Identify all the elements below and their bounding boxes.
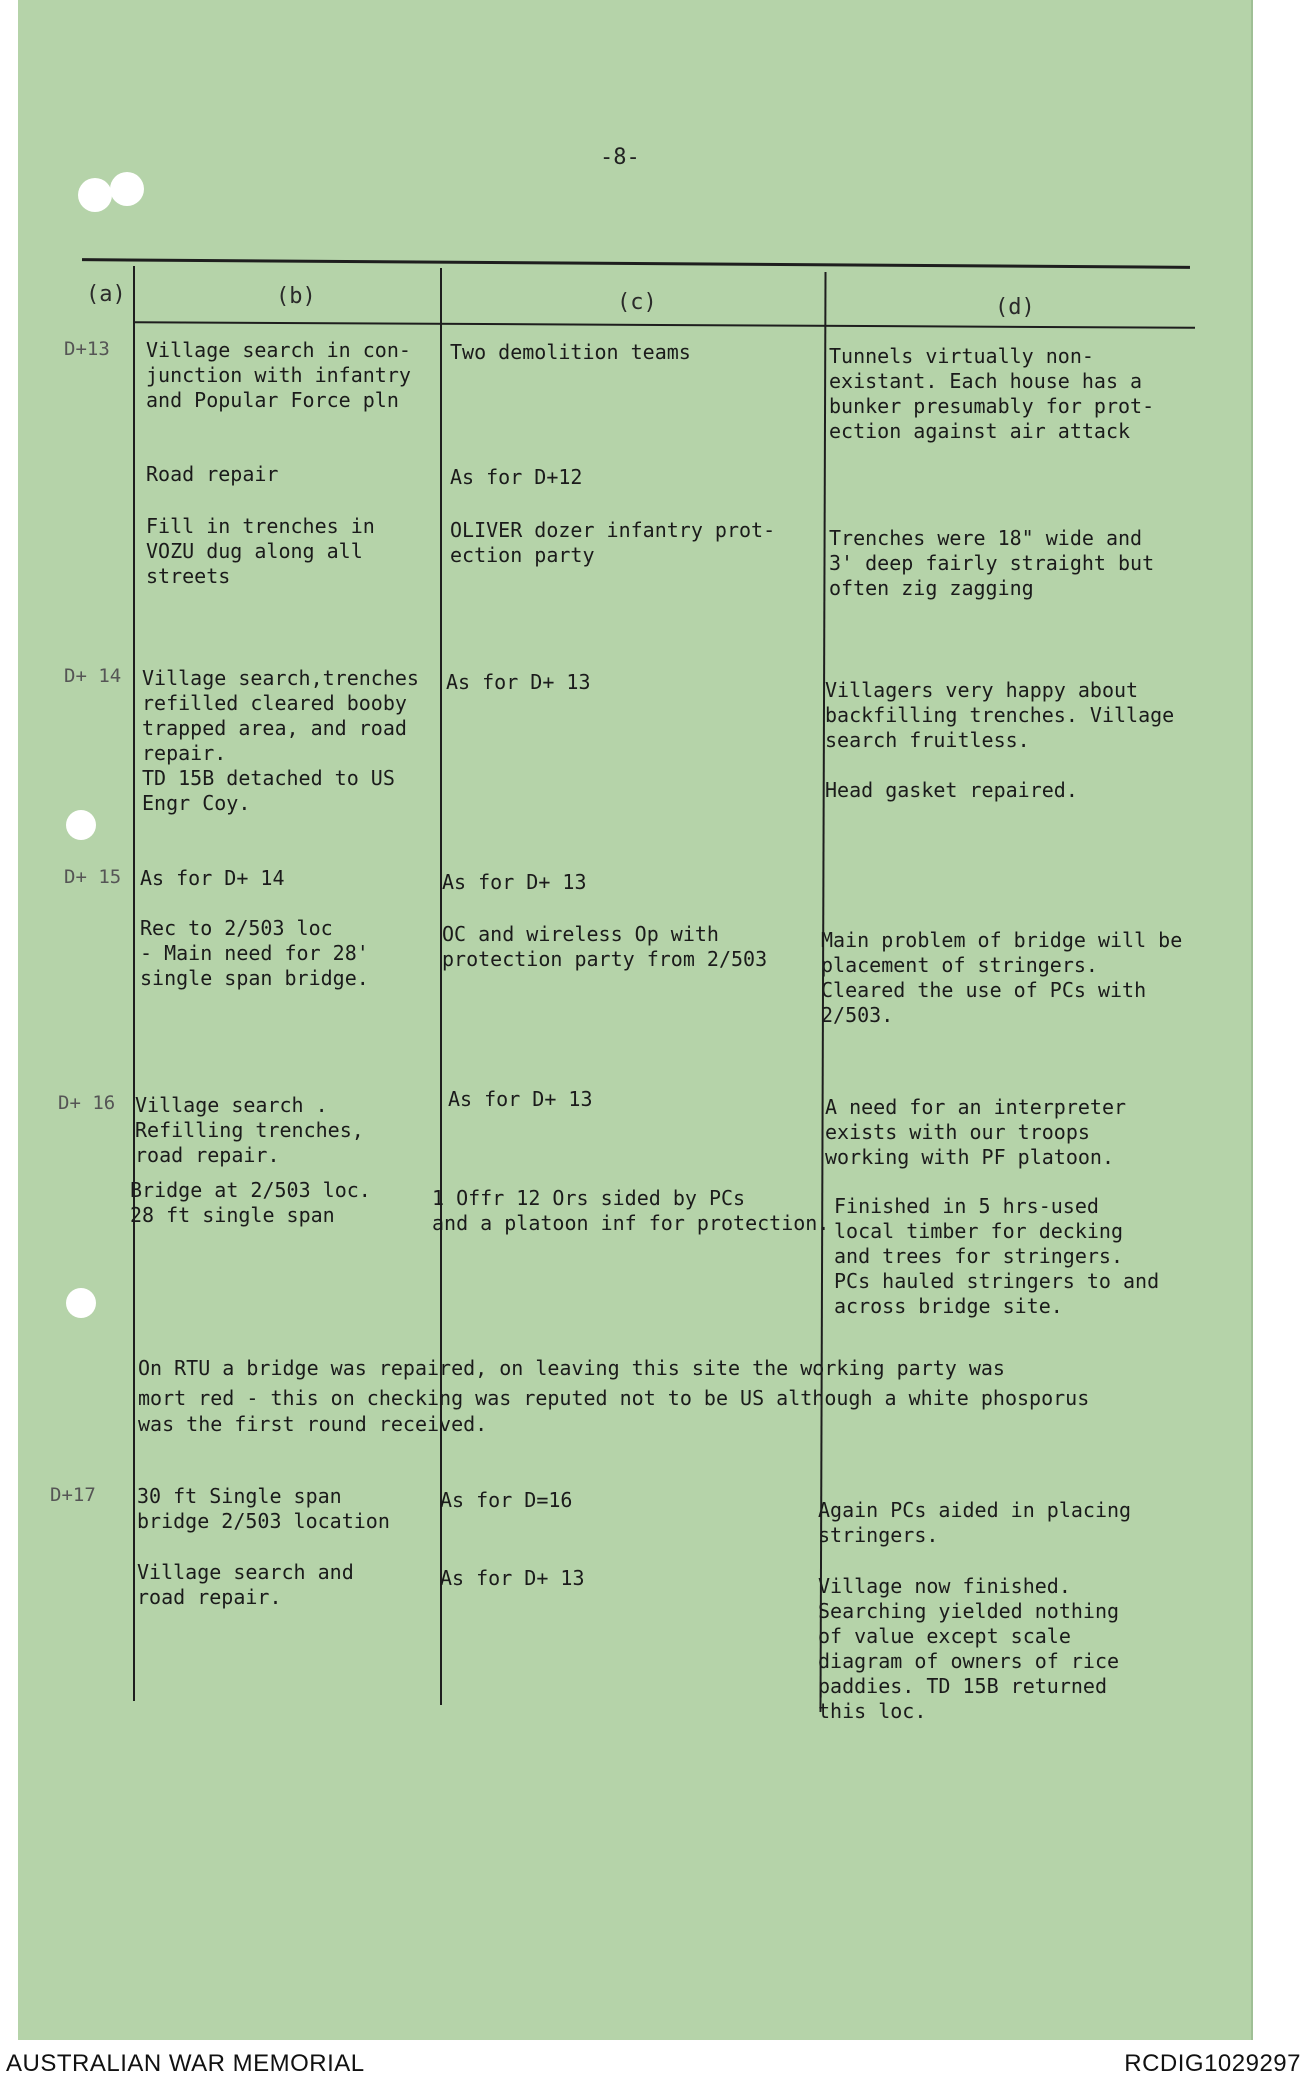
note-line: mort red - this on checking was reputed not to be US although a white phosporus xyxy=(138,1386,1090,1410)
cell-remarks: Villagers very happy about backfilling trenches. Village search fruitless. Head gasket repaired. xyxy=(825,678,1175,802)
cell-resources: As for D+ 13 xyxy=(440,1566,585,1590)
row-label: D+ 14 xyxy=(64,665,122,687)
punch-hole xyxy=(66,1288,96,1318)
cell-task: As for D+ 14 xyxy=(140,866,285,890)
cell-resources: As for D+12 xyxy=(450,465,583,489)
cell-remarks: Finished in 5 hrs-used local timber for decking and trees for stringers. PCs hauled stringers to and across bridge site. xyxy=(834,1194,1160,1318)
cell-remarks: Main problem of bridge will be placement of stringers. Cleared the use of PCs with 2/503. xyxy=(821,928,1183,1027)
cell-resources: As for D+ 13 xyxy=(446,670,591,694)
cell-resources: As for D+ 13 xyxy=(448,1087,593,1111)
cell-task: Fill in trenches in VOZU dug along all streets xyxy=(146,514,375,588)
cell-resources: OC and wireless Op with protection party from 2/503 xyxy=(442,922,768,971)
column-header-b: (b) xyxy=(276,284,316,309)
cell-task: Village search and road repair. xyxy=(137,1560,354,1609)
cell-task: 30 ft Single span bridge 2/503 location xyxy=(137,1484,390,1533)
page-number: -8- xyxy=(600,145,640,170)
footer-source: AUSTRALIAN WAR MEMORIAL xyxy=(6,2050,365,2077)
cell-resources: 1 Offr 12 Ors sided by PCs and a platoon inf for protection. xyxy=(432,1186,830,1235)
cell-task: Village search in con- junction with infantry and Popular Force pln xyxy=(146,338,411,412)
column-divider xyxy=(133,266,135,1701)
punch-hole xyxy=(110,172,144,206)
cell-task: Road repair xyxy=(146,462,279,486)
cell-remarks: Trenches were 18" wide and 3' deep fairly straight but often zig zagging xyxy=(829,526,1155,600)
cell-task: Bridge at 2/503 loc. 28 ft single span xyxy=(130,1178,371,1227)
cell-resources: Two demolition teams xyxy=(450,340,691,364)
column-header-d: (d) xyxy=(995,295,1035,320)
note-line: On RTU a bridge was repaired, on leaving this site the working party was xyxy=(138,1356,1005,1380)
cell-task: Village search,trenches refilled cleared booby trapped area, and road repair. TD 15B detached to US Engr Coy. xyxy=(142,666,419,815)
column-header-c: (c) xyxy=(617,290,657,315)
punch-hole xyxy=(66,810,96,840)
footer-id: RCDIG1029297 xyxy=(1124,2050,1301,2077)
cell-remarks: Village now finished. Searching yielded nothing of value except scale diagram of owners of rice paddies. TD 15B returned this loc. xyxy=(818,1574,1120,1723)
row-label: D+13 xyxy=(64,338,110,360)
note-line: was the first round received. xyxy=(138,1412,488,1436)
cell-remarks: Again PCs aided in placing stringers. xyxy=(818,1498,1132,1547)
cell-remarks: A need for an interpreter exists with our troops working with PF platoon. xyxy=(825,1095,1127,1169)
cell-task: Rec to 2/503 loc - Main need for 28' single span bridge. xyxy=(140,916,369,990)
row-label: D+ 16 xyxy=(58,1092,116,1114)
cell-resources: As for D=16 xyxy=(440,1488,573,1512)
cell-task: Village search . Refilling trenches, road repair. xyxy=(135,1093,364,1167)
punch-hole xyxy=(78,178,112,212)
cell-resources: OLIVER dozer infantry prot- ection party xyxy=(450,518,776,567)
cell-remarks: Tunnels virtually non- existant. Each house has a bunker presumably for prot- ection against air attack xyxy=(829,344,1155,443)
column-header-a: (a) xyxy=(86,282,126,307)
row-label: D+ 15 xyxy=(64,866,122,888)
row-label: D+17 xyxy=(50,1484,96,1506)
cell-resources: As for D+ 13 xyxy=(442,870,587,894)
